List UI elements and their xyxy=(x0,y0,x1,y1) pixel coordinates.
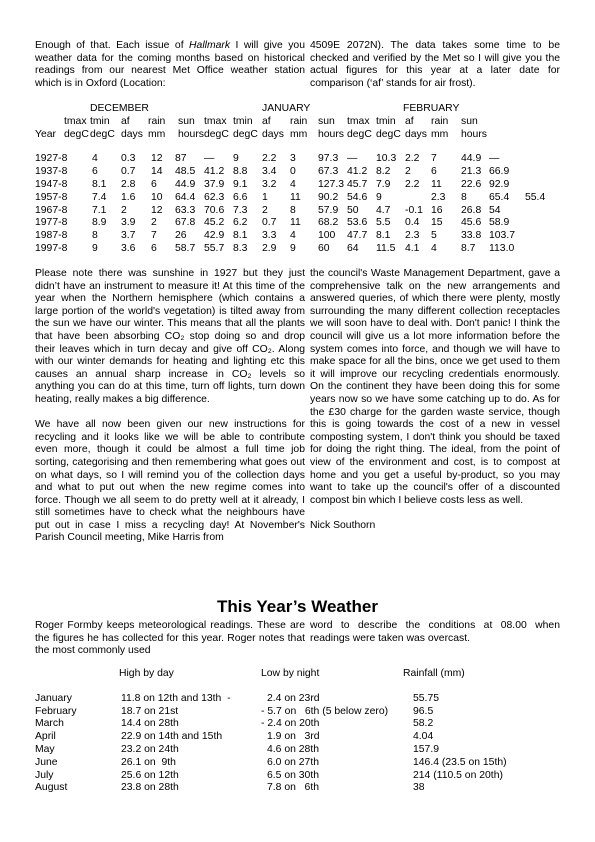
table-cell: 3.9 xyxy=(121,217,136,229)
table-cell: 6 xyxy=(431,166,437,178)
table-cell: 65.4 xyxy=(489,191,510,203)
table-row xyxy=(35,205,575,218)
table-cell: 54 xyxy=(489,204,501,216)
table-cell: 5.5 xyxy=(376,217,391,229)
table-cell: 67.8 xyxy=(175,217,196,229)
table-cell: 2.3 xyxy=(431,191,446,203)
column-unit: degC xyxy=(347,128,372,140)
table-cell: 7.3 xyxy=(233,204,248,216)
table-cell: 103.7 xyxy=(489,230,516,242)
column-unit: mm xyxy=(431,128,449,140)
column-unit: degC xyxy=(376,128,401,140)
table-cell: 11 xyxy=(290,217,301,229)
table-row xyxy=(35,166,575,179)
table-cell: 41.2 xyxy=(204,166,225,178)
intro-paragraph-continued: 4509E 2072N). The data takes some time to be checked and verified by the Met so I will give you the actual figures for this year at a later date for comparison (‘af’ stands for air frost). xyxy=(310,40,560,89)
column-header-row xyxy=(35,116,575,129)
table-cell: 45.6 xyxy=(461,217,482,229)
column-header: tmax xyxy=(347,115,370,127)
table-cell: 4 xyxy=(290,230,296,242)
summary-column-header: Rainfall (mm) xyxy=(403,668,465,679)
waste-management-paragraph: the council's Waste Management Department, gave a comprehensive talk on the new arrangements and answered queries, of which there were plenty, mostly surrounding the many different collection receptacles we will soon have to deal with. Don't panic! I think the council will give us a lot more information before the system comes into force, and though we will have to make space for all the bins, once we get used to them it will improve our recycling credentials enormously. On the continent they have been doing this for some years now so we have some catching up to do. As for the £30 charge for the garden waste service, though this is going towards the cost of a new in vessel composting system, I don't think you should be taxed for doing the right thing. The ideal, from the point of view of the environment and cost, is to compost at home and you get a useful by-product, so you may want to take up the council's offer of a discounted compost bin which I believe costs less as well. xyxy=(310,268,560,506)
table-cell: 100 xyxy=(318,230,336,242)
intro-paragraph xyxy=(35,40,305,90)
year-cell: 1967-8 xyxy=(35,204,68,216)
table-cell: 9.1 xyxy=(233,178,248,190)
table-cell: 10 xyxy=(151,191,163,203)
summary-row xyxy=(35,782,575,795)
table-cell: 4 xyxy=(92,153,98,165)
month-label: JANUARY xyxy=(262,103,311,114)
this-year-intro: Roger Formby keeps meteorological readings. These are the figures he has collected for this year. Roger notes that the most commonly used xyxy=(35,620,305,657)
table-cell: 8.3 xyxy=(233,242,248,254)
table-cell: 55.7 xyxy=(204,242,225,254)
table-cell: 70.6 xyxy=(204,204,225,216)
summary-cell: 1.9 on 3rd xyxy=(267,731,320,743)
table-cell: 14 xyxy=(151,166,163,178)
month-label: DECEMBER xyxy=(90,103,149,114)
table-row xyxy=(35,179,575,192)
summary-cell: 18.7 on 21st xyxy=(121,705,179,717)
table-cell: 7.1 xyxy=(92,204,107,216)
table-cell: 3.2 xyxy=(262,178,277,190)
table-cell: 2.9 xyxy=(262,242,277,254)
table-cell: 4.7 xyxy=(376,204,391,216)
column-unit: degC xyxy=(204,128,229,140)
table-cell: 8.9 xyxy=(92,217,107,229)
table-row xyxy=(35,192,575,205)
month-cell: April xyxy=(35,731,56,743)
summary-cell: 25.6 on 12th xyxy=(121,769,179,781)
summary-cell: 4.04 xyxy=(413,731,434,743)
table-cell: 9 xyxy=(92,242,98,254)
column-header: af xyxy=(405,115,414,127)
table-cell: 2.2 xyxy=(405,178,420,190)
table-row xyxy=(35,217,575,230)
table-cell: 67.3 xyxy=(318,166,339,178)
table-cell: -0.1 xyxy=(405,204,423,216)
table-cell: 2 xyxy=(151,217,157,229)
table-cell: 6.6 xyxy=(233,191,248,203)
column-header: tmin xyxy=(376,115,396,127)
table-cell: 0 xyxy=(290,166,296,178)
table-cell: 3.4 xyxy=(262,166,277,178)
column-header: tmin xyxy=(233,115,253,127)
summary-cell: 14.4 on 28th xyxy=(121,718,179,730)
summary-row xyxy=(35,693,575,706)
recycling-paragraph: We have all now been given our new instructions for recycling and it looks like we will be able to contribute even more, though it could be almost a full time job sorting, categorising and then remembering what goes out on what days, so I will remind you of the collection days and what to put out when the new regime comes into force. Though we all seem to do pretty well at it already, I still sometimes have to check what the neighbours have put out in case I miss a recycling day! At November's Parish Council meeting, Mike Harris from xyxy=(35,419,305,544)
summary-cell: 11.8 on 12th and 13th - xyxy=(121,692,231,704)
summary-cell: 23.2 on 24th xyxy=(121,743,179,755)
table-cell: 62.3 xyxy=(204,191,225,203)
table-cell: 68.2 xyxy=(318,217,339,229)
table-cell: 57.9 xyxy=(318,204,339,216)
table-cell: 9 xyxy=(376,191,382,203)
table-cell: — xyxy=(204,153,215,165)
table-cell: 2 xyxy=(121,204,127,216)
table-cell: 47.7 xyxy=(347,230,368,242)
table-cell: 11 xyxy=(290,191,301,203)
month-cell: July xyxy=(35,769,54,781)
table-cell: 12 xyxy=(151,153,163,165)
table-cell: 22.6 xyxy=(461,178,482,190)
this-year-summary-table xyxy=(35,668,575,795)
table-cell: 8 xyxy=(461,191,467,203)
column-header: sun xyxy=(461,115,478,127)
month-cell: August xyxy=(35,782,68,794)
table-cell: 45.2 xyxy=(204,217,225,229)
table-cell: 26.8 xyxy=(461,204,482,216)
table-cell: 9 xyxy=(233,153,239,165)
summary-header-row xyxy=(35,668,575,681)
table-cell: 7.4 xyxy=(92,191,107,203)
table-row xyxy=(35,153,575,166)
table-cell: 2.8 xyxy=(121,178,136,190)
table-cell: 3.6 xyxy=(121,242,136,254)
column-header: tmax xyxy=(204,115,227,127)
summary-row xyxy=(35,757,575,770)
table-cell: 44.9 xyxy=(175,178,196,190)
column-unit: mm xyxy=(148,128,166,140)
summary-cell: 146.4 (23.5 on 15th) xyxy=(413,756,507,768)
summary-column-header: Low by night xyxy=(261,668,320,679)
summary-cell: 22.9 on 14th and 15th xyxy=(121,731,223,743)
month-cell: May xyxy=(35,743,55,755)
table-cell: 2.2 xyxy=(262,153,277,165)
table-cell: 127.3 xyxy=(318,178,345,190)
column-unit: hours xyxy=(318,128,344,140)
table-cell: 6 xyxy=(92,166,98,178)
column-unit: Year xyxy=(35,128,56,140)
table-cell: 6 xyxy=(151,242,157,254)
table-cell: 66.9 xyxy=(489,166,510,178)
column-unit: days xyxy=(405,128,427,140)
section-heading: This Year’s Weather xyxy=(217,597,378,616)
summary-cell: 6.0 on 27th xyxy=(267,756,319,768)
month-cell: June xyxy=(35,756,58,768)
summary-cell: 23.8 on 28th xyxy=(121,782,179,794)
table-cell: 0.3 xyxy=(121,153,136,165)
summary-row xyxy=(35,770,575,783)
column-unit: days xyxy=(262,128,284,140)
month-label: FEBRUARY xyxy=(403,103,460,114)
table-cell: 4.1 xyxy=(405,242,420,254)
column-unit: degC xyxy=(233,128,258,140)
hallmark-title: Hallmark xyxy=(189,40,231,51)
table-cell: 55.4 xyxy=(525,191,546,203)
month-cell: January xyxy=(35,692,72,704)
table-cell: 10.3 xyxy=(376,153,397,165)
table-row xyxy=(35,243,575,256)
table-cell: 9 xyxy=(290,242,296,254)
unit-header-row xyxy=(35,129,575,142)
year-cell: 1997-8 xyxy=(35,242,68,254)
table-cell: 3 xyxy=(290,153,296,165)
intro-right-column xyxy=(310,40,560,90)
year-cell: 1947-8 xyxy=(35,178,68,190)
column-unit: days xyxy=(121,128,143,140)
table-cell: 63.3 xyxy=(175,204,196,216)
table-cell: — xyxy=(489,153,500,165)
table-cell: 1.6 xyxy=(121,191,136,203)
summary-column-header: High by day xyxy=(119,668,174,679)
table-cell: 8.1 xyxy=(233,230,248,242)
table-cell: 1 xyxy=(262,191,268,203)
column-header: rain xyxy=(148,115,166,127)
summary-cell: 214 (110.5 on 20th) xyxy=(413,769,503,781)
intro-left-column xyxy=(35,40,305,90)
intro-text-end: I will give you weather data for the coming months based on historical readings from our nearest Met Office weather station which is in Oxford (Location: xyxy=(35,40,305,89)
column-header: af xyxy=(262,115,271,127)
summary-cell: 96.5 xyxy=(413,705,434,717)
table-cell: 6 xyxy=(151,178,157,190)
table-cell: 58.9 xyxy=(489,217,510,229)
summary-cell: 38 xyxy=(413,782,425,794)
column-header: rain xyxy=(431,115,449,127)
body-right-column xyxy=(310,268,560,532)
table-cell: 54.6 xyxy=(347,191,368,203)
year-cell: 1927-8 xyxy=(35,153,68,165)
summary-cell: 2.4 on 23rd xyxy=(267,692,320,704)
table-cell: 5 xyxy=(431,230,437,242)
table-cell: 7 xyxy=(431,153,437,165)
table-cell: 8 xyxy=(290,204,296,216)
column-header: sun xyxy=(318,115,335,127)
column-header: rain xyxy=(290,115,308,127)
column-unit: degC xyxy=(64,128,89,140)
month-header-row xyxy=(35,103,575,116)
table-cell: 44.9 xyxy=(461,153,482,165)
month-cell: March xyxy=(35,718,64,730)
column-unit: mm xyxy=(290,128,308,140)
table-cell: 87 xyxy=(175,153,187,165)
table-cell: 42.9 xyxy=(204,230,225,242)
summary-cell: 4.6 on 28th xyxy=(267,743,319,755)
summary-cell: 6.5 on 30th xyxy=(267,769,319,781)
table-cell: 0.7 xyxy=(262,217,277,229)
table-cell: 4 xyxy=(431,242,437,254)
table-cell: 60 xyxy=(318,242,330,254)
summary-cell: 26.1 on 9th xyxy=(121,756,176,768)
table-cell: 7.9 xyxy=(376,178,391,190)
table-cell: 6.2 xyxy=(233,217,248,229)
summary-cell: 55.75 xyxy=(413,692,440,704)
table-cell: 16 xyxy=(431,204,443,216)
table-cell: 3.7 xyxy=(121,230,136,242)
table-cell: 53.6 xyxy=(347,217,368,229)
table-cell: 58.7 xyxy=(175,242,196,254)
summary-cell: 58.2 xyxy=(413,718,434,730)
summary-cell: 157.9 xyxy=(413,743,440,755)
column-unit: hours xyxy=(178,128,204,140)
table-cell: 21.3 xyxy=(461,166,482,178)
table-cell: 113.0 xyxy=(489,242,515,254)
author-signature: Nick Southorn xyxy=(310,519,376,531)
table-cell: 2.3 xyxy=(405,230,420,242)
table-cell: 45.7 xyxy=(347,178,368,190)
column-header: sun xyxy=(178,115,195,127)
summary-cell: 7.8 on 6th xyxy=(267,782,319,794)
co2-paragraph: Please note there was sunshine in 1927 but they just didn’t have an instrument to measure it! At this time of the year when the Northern hemisphere (which contains a large portion of the world's vegetation) is tilted away from the sun we have our winter. This means that all the plants that have been absorbing CO₂ stop doing so and drop their leaves which in turn decay and give off CO₂. Along with our winter demands for heating and lighting etc this causes an annual sharp increase in CO₂ levels so anything you can do at this time, turn off lights, turn down heating, really makes a big difference. xyxy=(35,268,305,405)
table-cell: 92.9 xyxy=(489,178,510,190)
column-header: af xyxy=(121,115,130,127)
column-unit: hours xyxy=(461,128,487,140)
body-left-column xyxy=(35,268,305,545)
table-cell: 4 xyxy=(290,178,296,190)
year-cell: 1957-8 xyxy=(35,191,68,203)
year-cell: 1977-8 xyxy=(35,217,68,229)
table-cell: 2.2 xyxy=(405,153,420,165)
year-cell: 1937-8 xyxy=(35,166,68,178)
table-cell: 50 xyxy=(347,204,359,216)
table-cell: 90.2 xyxy=(318,191,339,203)
summary-row xyxy=(35,706,575,719)
table-cell: 8.2 xyxy=(376,166,391,178)
table-row xyxy=(35,230,575,243)
month-cell: February xyxy=(35,705,77,717)
table-cell: 33.8 xyxy=(461,230,482,242)
this-year-intro-continued: word to describe the conditions at 08.00 when readings were taken was overcast. xyxy=(310,620,560,644)
table-cell: 7 xyxy=(151,230,157,242)
table-cell: 97.3 xyxy=(318,153,339,165)
table-cell: 64.4 xyxy=(175,191,196,203)
table-cell: 2 xyxy=(262,204,268,216)
table-cell: 8.1 xyxy=(376,230,391,242)
this-year-right-column xyxy=(310,620,560,645)
column-unit: degC xyxy=(90,128,115,140)
table-cell: 8.8 xyxy=(233,166,248,178)
table-cell: 15 xyxy=(431,217,443,229)
table-cell: 37.9 xyxy=(204,178,225,190)
table-cell: 0.4 xyxy=(405,217,420,229)
table-cell: 64 xyxy=(347,242,359,254)
table-cell: 8.7 xyxy=(461,242,476,254)
summary-row xyxy=(35,718,575,731)
table-cell: 12 xyxy=(151,204,163,216)
table-cell: 3.3 xyxy=(262,230,277,242)
this-year-left-column xyxy=(35,620,305,658)
table-cell: 11.5 xyxy=(376,242,396,254)
table-cell: 41.2 xyxy=(347,166,368,178)
table-cell: 0.7 xyxy=(121,166,136,178)
year-cell: 1987-8 xyxy=(35,230,68,242)
summary-cell: - 2.4 on 20th xyxy=(261,718,320,730)
summary-cell: - 5.7 on 6th (5 below zero) xyxy=(261,705,389,717)
table-cell: 26 xyxy=(175,230,187,242)
summary-row xyxy=(35,744,575,757)
historical-weather-table xyxy=(35,103,575,256)
column-header: tmin xyxy=(90,115,110,127)
table-cell: 2 xyxy=(405,166,411,178)
intro-text-start: Enough of that. Each issue of xyxy=(35,40,190,51)
table-cell: 8 xyxy=(92,230,98,242)
column-header: tmax xyxy=(64,115,87,127)
summary-row xyxy=(35,731,575,744)
table-cell: — xyxy=(347,153,358,165)
table-cell: 48.5 xyxy=(175,166,196,178)
table-cell: 8.1 xyxy=(92,178,107,190)
table-cell: 11 xyxy=(431,178,442,190)
